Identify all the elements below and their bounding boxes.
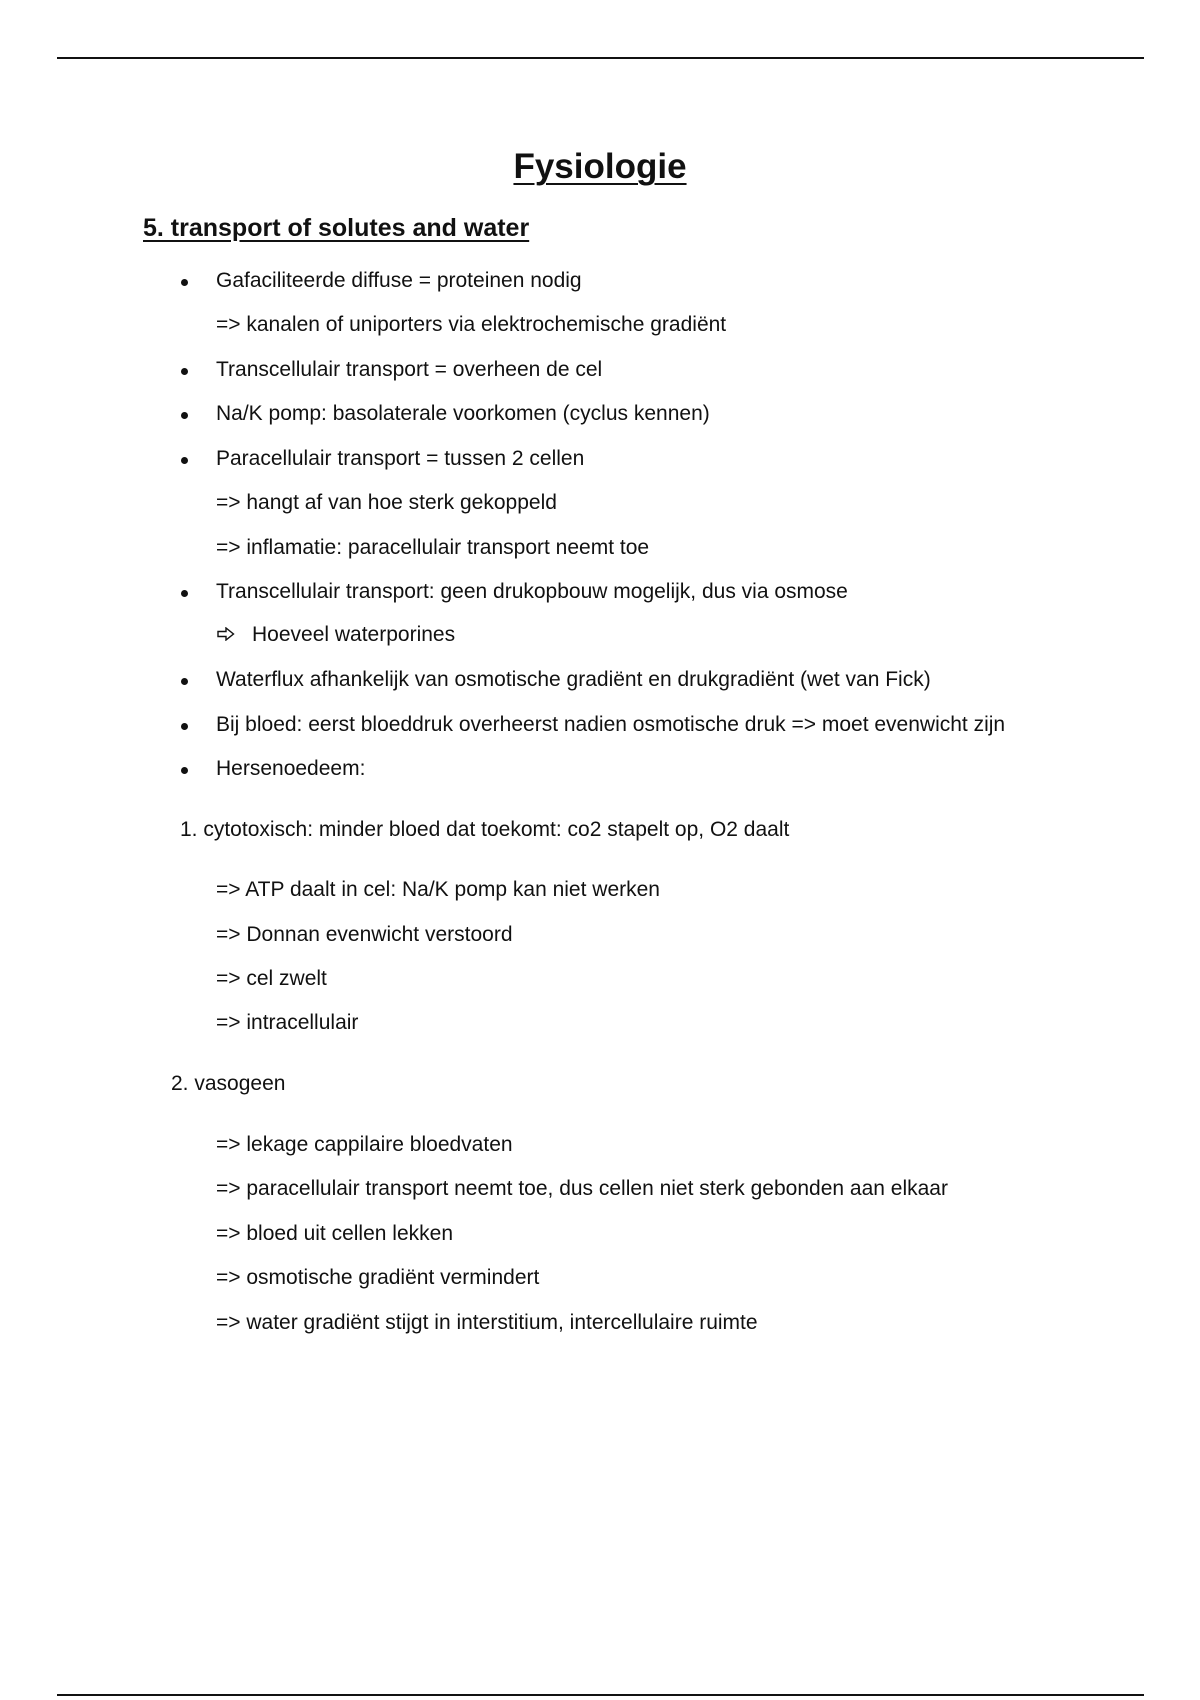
- cytotoxic-line: => ATP daalt in cel: Na/K pomp kan niet werken: [216, 878, 660, 901]
- list-item: Transcellulair transport: geen drukopbouw mogelijk, dus via osmose: [216, 580, 848, 603]
- cytotoxic-line: => intracellulair: [216, 1011, 359, 1034]
- bullet-dot-icon: [181, 279, 188, 286]
- cytotoxic-line: => Donnan evenwicht verstoord: [216, 923, 513, 946]
- list-item: Hersenoedeem:: [216, 757, 366, 780]
- list-item-continuation: => kanalen of uniporters via elektrochemische gradiënt: [216, 313, 727, 336]
- vasogenic-line: => bloed uit cellen lekken: [216, 1222, 453, 1245]
- bullet-dot-icon: [181, 590, 188, 597]
- list-item: Waterflux afhankelijk van osmotische gradiënt en drukgradiënt (wet van Fick): [216, 668, 931, 691]
- list-item: Paracellulair transport = tussen 2 cellen: [216, 447, 585, 470]
- list-item-continuation: => hangt af van hoe sterk gekoppeld: [216, 491, 557, 514]
- list-item: Bij bloed: eerst bloeddruk overheerst nadien osmotische druk => moet evenwicht zijn: [216, 713, 1006, 736]
- bullet-dot-icon: [181, 457, 188, 464]
- bullet-dot-icon: [181, 412, 188, 419]
- hollow-arrow-icon: [217, 627, 235, 641]
- header-rule: [57, 57, 1144, 59]
- numbered-heading-cytotoxic: 1. cytotoxisch: minder bloed dat toekomt: co2 stapelt op, O2 daalt: [180, 818, 790, 841]
- list-item: Gafaciliteerde diffuse = proteinen nodig: [216, 269, 582, 292]
- vasogenic-line: => paracellulair transport neemt toe, dus cellen niet sterk gebonden aan elkaar: [216, 1177, 948, 1200]
- list-item-sub: Hoeveel waterporines: [252, 623, 456, 646]
- vasogenic-line: => osmotische gradiënt vermindert: [216, 1266, 540, 1289]
- bullet-dot-icon: [181, 723, 188, 730]
- bullet-dot-icon: [181, 767, 188, 774]
- bullet-dot-icon: [181, 678, 188, 685]
- vasogenic-line: => water gradiënt stijgt in interstitium, intercellulaire ruimte: [216, 1311, 758, 1334]
- footer-rule: [57, 1694, 1144, 1696]
- cytotoxic-line: => cel zwelt: [216, 967, 327, 990]
- numbered-heading-vasogenic: 2. vasogeen: [171, 1072, 286, 1095]
- list-item: Na/K pomp: basolaterale voorkomen (cyclus kennen): [216, 402, 710, 425]
- list-item: Transcellulair transport = overheen de cel: [216, 358, 603, 381]
- list-item-continuation: => inflamatie: paracellulair transport neemt toe: [216, 536, 650, 559]
- section-heading: 5. transport of solutes and water: [143, 214, 530, 242]
- bullet-dot-icon: [181, 368, 188, 375]
- vasogenic-line: => lekage cappilaire bloedvaten: [216, 1133, 513, 1156]
- page-title: Fysiologie: [513, 147, 687, 186]
